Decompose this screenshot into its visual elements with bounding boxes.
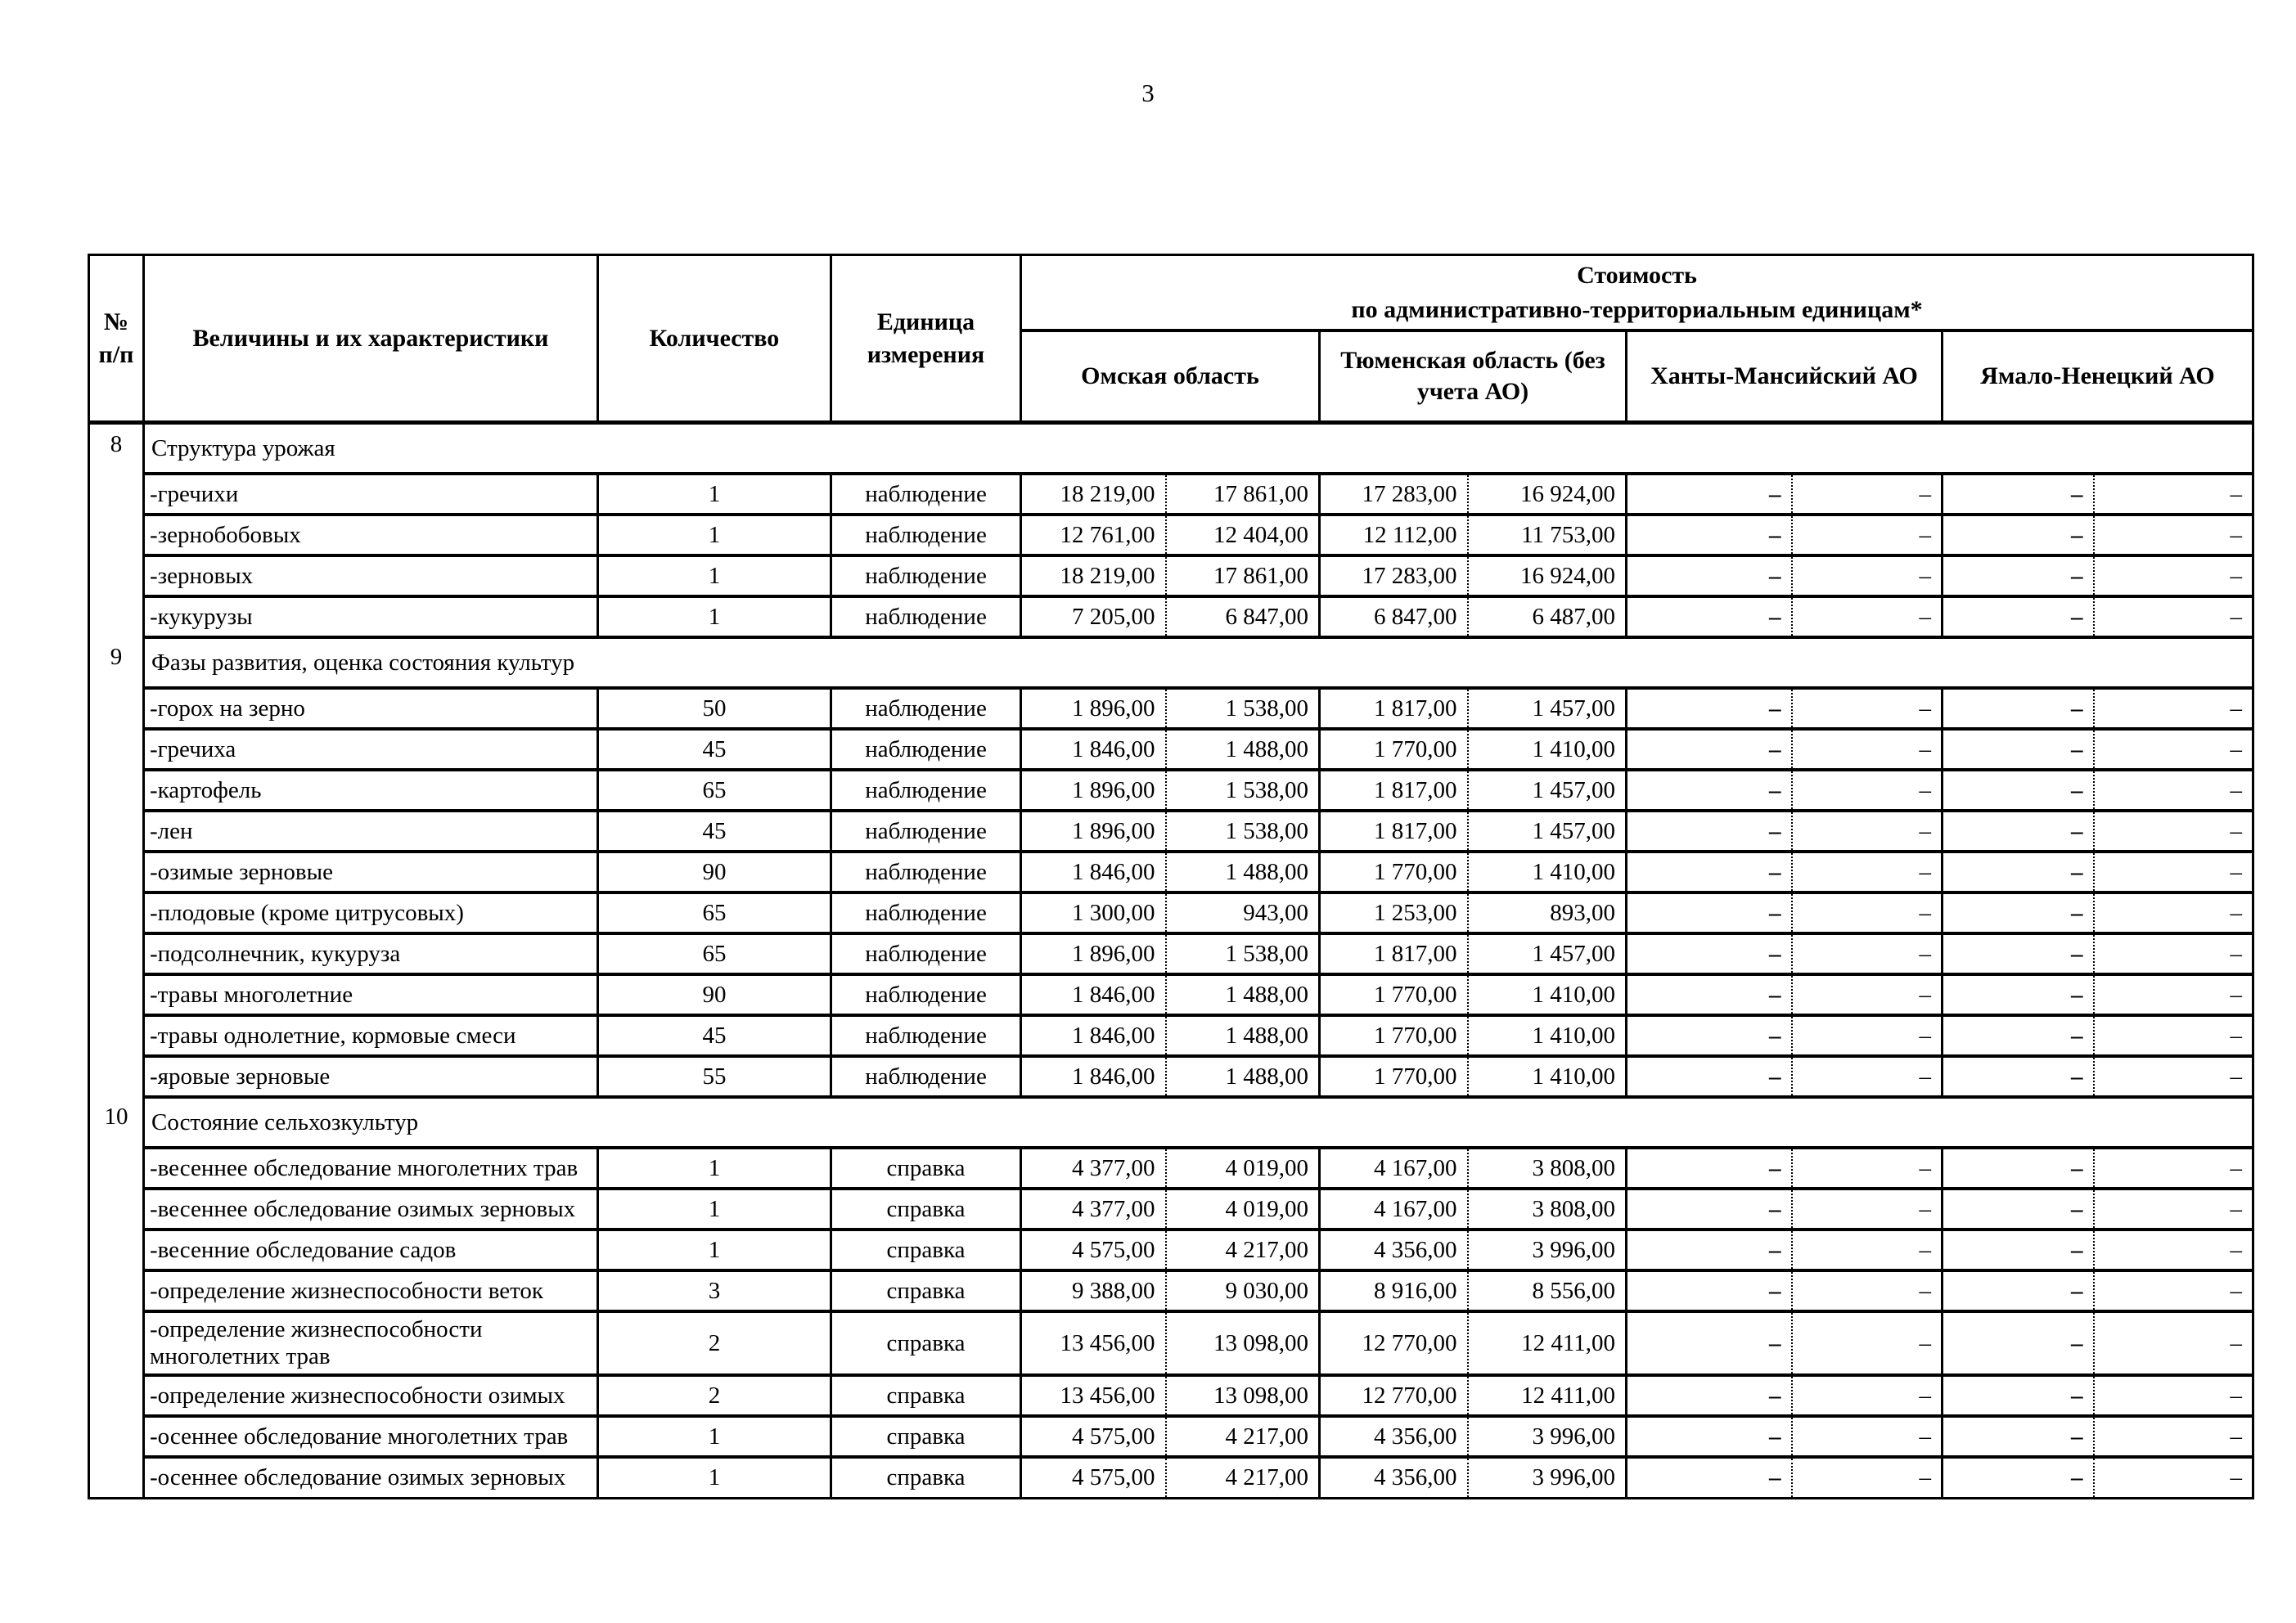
value-omsk-1: 7 205,00 xyxy=(1021,596,1166,637)
value-omsk-2: 4 019,00 xyxy=(1166,1189,1320,1230)
value-yamal-2: – xyxy=(2094,933,2253,974)
value-omsk-1: 1 896,00 xyxy=(1021,770,1166,811)
table-row xyxy=(89,1416,2253,1457)
value-tyumen-1: 1 817,00 xyxy=(1320,811,1468,852)
value-khanty-2: – xyxy=(1792,1015,1943,1056)
row-unit: наблюдение xyxy=(831,688,1021,729)
value-khanty-1: – xyxy=(1627,770,1792,811)
value-khanty-1: – xyxy=(1627,1056,1792,1097)
row-quantity: 90 xyxy=(598,852,831,892)
row-label: -определение жизнеспособности многолетних трав xyxy=(144,1311,598,1375)
value-tyumen-2: 1 457,00 xyxy=(1468,770,1627,811)
value-tyumen-1: 12 770,00 xyxy=(1320,1311,1468,1375)
table-row xyxy=(89,474,2253,515)
row-unit: наблюдение xyxy=(831,892,1021,933)
value-tyumen-1: 1 817,00 xyxy=(1320,770,1468,811)
row-label: -весеннее обследование озимых зерновых xyxy=(144,1189,598,1230)
value-khanty-1: – xyxy=(1627,852,1792,892)
table-row xyxy=(89,515,2253,555)
row-label: -яровые зерновые xyxy=(144,1056,598,1097)
value-khanty-2: – xyxy=(1792,852,1943,892)
row-unit: наблюдение xyxy=(831,974,1021,1015)
value-yamal-1: – xyxy=(1943,1375,2094,1416)
value-yamal-1: – xyxy=(1943,974,2094,1015)
value-yamal-2: – xyxy=(2094,974,2253,1015)
row-quantity: 65 xyxy=(598,892,831,933)
table-row xyxy=(89,770,2253,811)
section-number: 10 xyxy=(89,1097,144,1498)
value-tyumen-1: 12 112,00 xyxy=(1320,515,1468,555)
value-tyumen-1: 1 770,00 xyxy=(1320,974,1468,1015)
value-yamal-1: – xyxy=(1943,1416,2094,1457)
value-khanty-1: – xyxy=(1627,1189,1792,1230)
row-quantity: 45 xyxy=(598,811,831,852)
value-khanty-2: – xyxy=(1792,1270,1943,1311)
value-tyumen-2: 1 410,00 xyxy=(1468,729,1627,770)
value-tyumen-1: 4 167,00 xyxy=(1320,1148,1468,1189)
value-omsk-1: 12 761,00 xyxy=(1021,515,1166,555)
row-unit: справка xyxy=(831,1375,1021,1416)
section-number: 8 xyxy=(89,423,144,638)
row-label: -весеннее обследование многолетних трав xyxy=(144,1148,598,1189)
row-unit: наблюдение xyxy=(831,555,1021,596)
value-yamal-1: – xyxy=(1943,1230,2094,1270)
value-yamal-2: – xyxy=(2094,1230,2253,1270)
value-omsk-1: 1 846,00 xyxy=(1021,1056,1166,1097)
value-tyumen-1: 4 356,00 xyxy=(1320,1457,1468,1498)
value-yamal-2: – xyxy=(2094,811,2253,852)
table-row xyxy=(89,1189,2253,1230)
value-yamal-2: – xyxy=(2094,1375,2253,1416)
table-row xyxy=(89,1056,2253,1097)
row-quantity: 1 xyxy=(598,1189,831,1230)
value-khanty-2: – xyxy=(1792,1416,1943,1457)
value-omsk-2: 13 098,00 xyxy=(1166,1311,1320,1375)
value-khanty-1: – xyxy=(1627,688,1792,729)
value-tyumen-2: 1 410,00 xyxy=(1468,1015,1627,1056)
row-quantity: 50 xyxy=(598,688,831,729)
value-omsk-2: 1 488,00 xyxy=(1166,729,1320,770)
value-omsk-2: 13 098,00 xyxy=(1166,1375,1320,1416)
value-tyumen-1: 8 916,00 xyxy=(1320,1270,1468,1311)
value-khanty-1: – xyxy=(1627,1457,1792,1498)
cost-table xyxy=(88,254,2254,1499)
value-khanty-2: – xyxy=(1792,892,1943,933)
table-row xyxy=(89,974,2253,1015)
value-yamal-2: – xyxy=(2094,729,2253,770)
row-label: -травы однолетние, кормовые смеси xyxy=(144,1015,598,1056)
value-yamal-1: – xyxy=(1943,1056,2094,1097)
value-yamal-2: – xyxy=(2094,852,2253,892)
value-omsk-1: 4 377,00 xyxy=(1021,1189,1166,1230)
value-tyumen-2: 1 410,00 xyxy=(1468,852,1627,892)
value-yamal-1: – xyxy=(1943,1457,2094,1498)
value-omsk-1: 18 219,00 xyxy=(1021,474,1166,515)
value-yamal-1: – xyxy=(1943,596,2094,637)
value-tyumen-2: 16 924,00 xyxy=(1468,474,1627,515)
value-omsk-1: 9 388,00 xyxy=(1021,1270,1166,1311)
value-khanty-2: – xyxy=(1792,1056,1943,1097)
table-row xyxy=(89,688,2253,729)
row-quantity: 1 xyxy=(598,555,831,596)
section-row xyxy=(89,637,2253,688)
value-yamal-2: – xyxy=(2094,1148,2253,1189)
value-tyumen-1: 1 817,00 xyxy=(1320,688,1468,729)
value-yamal-2: – xyxy=(2094,1270,2253,1311)
value-yamal-1: – xyxy=(1943,555,2094,596)
row-quantity: 2 xyxy=(598,1311,831,1375)
value-yamal-1: – xyxy=(1943,688,2094,729)
header-region-tyumen: Тюменская область (без учета АО) xyxy=(1320,330,1627,423)
row-unit: справка xyxy=(831,1148,1021,1189)
value-yamal-1: – xyxy=(1943,515,2094,555)
value-omsk-1: 1 846,00 xyxy=(1021,852,1166,892)
row-quantity: 45 xyxy=(598,1015,831,1056)
value-omsk-2: 4 019,00 xyxy=(1166,1148,1320,1189)
row-label: -подсолнечник, кукуруза xyxy=(144,933,598,974)
table-row xyxy=(89,1148,2253,1189)
header-row-group xyxy=(89,255,2253,331)
value-tyumen-1: 1 770,00 xyxy=(1320,729,1468,770)
section-number: 9 xyxy=(89,637,144,1097)
table-row xyxy=(89,1230,2253,1270)
value-khanty-2: – xyxy=(1792,688,1943,729)
value-khanty-1: – xyxy=(1627,555,1792,596)
value-tyumen-2: 1 410,00 xyxy=(1468,974,1627,1015)
row-quantity: 55 xyxy=(598,1056,831,1097)
row-label: -определение жизнеспособности озимых xyxy=(144,1375,598,1416)
value-yamal-2: – xyxy=(2094,1416,2253,1457)
value-omsk-2: 1 538,00 xyxy=(1166,811,1320,852)
value-tyumen-2: 8 556,00 xyxy=(1468,1270,1627,1311)
row-label: -лен xyxy=(144,811,598,852)
value-khanty-1: – xyxy=(1627,515,1792,555)
header-region-omsk: Омская область xyxy=(1021,330,1320,423)
value-tyumen-2: 3 808,00 xyxy=(1468,1148,1627,1189)
row-label: -плодовые (кроме цитрусовых) xyxy=(144,892,598,933)
value-yamal-2: – xyxy=(2094,555,2253,596)
value-omsk-2: 9 030,00 xyxy=(1166,1270,1320,1311)
row-label: -гречихи xyxy=(144,474,598,515)
row-label: -озимые зерновые xyxy=(144,852,598,892)
row-label: -зерновых xyxy=(144,555,598,596)
value-yamal-1: – xyxy=(1943,1270,2094,1311)
value-tyumen-2: 1 457,00 xyxy=(1468,811,1627,852)
value-yamal-2: – xyxy=(2094,892,2253,933)
value-tyumen-1: 6 847,00 xyxy=(1320,596,1468,637)
value-omsk-1: 13 456,00 xyxy=(1021,1375,1166,1416)
row-label: -кукурузы xyxy=(144,596,598,637)
table-row xyxy=(89,1015,2253,1056)
value-omsk-2: 1 538,00 xyxy=(1166,688,1320,729)
row-label: -зернобобовых xyxy=(144,515,598,555)
value-yamal-2: – xyxy=(2094,770,2253,811)
value-yamal-1: – xyxy=(1943,1311,2094,1375)
value-khanty-2: – xyxy=(1792,811,1943,852)
value-khanty-2: – xyxy=(1792,1148,1943,1189)
section-row xyxy=(89,423,2253,474)
row-quantity: 2 xyxy=(598,1375,831,1416)
row-unit: наблюдение xyxy=(831,933,1021,974)
value-khanty-1: – xyxy=(1627,1270,1792,1311)
value-yamal-2: – xyxy=(2094,1015,2253,1056)
value-khanty-1: – xyxy=(1627,892,1792,933)
row-unit: наблюдение xyxy=(831,770,1021,811)
table-row xyxy=(89,1375,2253,1416)
value-khanty-2: – xyxy=(1792,933,1943,974)
value-omsk-2: 1 538,00 xyxy=(1166,770,1320,811)
header-cost-line1: Стоимость xyxy=(1577,261,1697,289)
row-unit: справка xyxy=(831,1311,1021,1375)
value-yamal-1: – xyxy=(1943,892,2094,933)
value-omsk-2: 4 217,00 xyxy=(1166,1416,1320,1457)
value-yamal-1: – xyxy=(1943,770,2094,811)
value-tyumen-1: 4 167,00 xyxy=(1320,1189,1468,1230)
value-khanty-2: – xyxy=(1792,555,1943,596)
value-tyumen-1: 1 770,00 xyxy=(1320,852,1468,892)
value-tyumen-2: 3 808,00 xyxy=(1468,1189,1627,1230)
value-omsk-2: 1 488,00 xyxy=(1166,1056,1320,1097)
value-omsk-1: 1 300,00 xyxy=(1021,892,1166,933)
value-omsk-1: 1 896,00 xyxy=(1021,688,1166,729)
value-tyumen-2: 16 924,00 xyxy=(1468,555,1627,596)
value-tyumen-2: 1 410,00 xyxy=(1468,1056,1627,1097)
section-row xyxy=(89,1097,2253,1148)
value-omsk-2: 943,00 xyxy=(1166,892,1320,933)
header-cost-group xyxy=(1021,255,2253,331)
value-khanty-2: – xyxy=(1792,1230,1943,1270)
value-yamal-2: – xyxy=(2094,474,2253,515)
value-yamal-2: – xyxy=(2094,596,2253,637)
table-row xyxy=(89,596,2253,637)
row-quantity: 65 xyxy=(598,933,831,974)
table-body xyxy=(89,423,2253,1499)
value-khanty-1: – xyxy=(1627,596,1792,637)
value-khanty-1: – xyxy=(1627,1230,1792,1270)
row-quantity: 90 xyxy=(598,974,831,1015)
value-khanty-2: – xyxy=(1792,729,1943,770)
value-yamal-1: – xyxy=(1943,1189,2094,1230)
row-label: -определение жизнеспособности веток xyxy=(144,1270,598,1311)
row-unit: справка xyxy=(831,1457,1021,1498)
value-yamal-1: – xyxy=(1943,852,2094,892)
row-unit: наблюдение xyxy=(831,852,1021,892)
table-row xyxy=(89,1270,2253,1311)
value-tyumen-1: 12 770,00 xyxy=(1320,1375,1468,1416)
value-yamal-2: – xyxy=(2094,688,2253,729)
row-label: -гречиха xyxy=(144,729,598,770)
row-unit: наблюдение xyxy=(831,515,1021,555)
value-khanty-1: – xyxy=(1627,1416,1792,1457)
row-unit: справка xyxy=(831,1270,1021,1311)
value-yamal-2: – xyxy=(2094,515,2253,555)
value-khanty-1: – xyxy=(1627,1015,1792,1056)
row-unit: наблюдение xyxy=(831,596,1021,637)
value-tyumen-2: 3 996,00 xyxy=(1468,1416,1627,1457)
value-tyumen-2: 12 411,00 xyxy=(1468,1375,1627,1416)
value-tyumen-2: 6 487,00 xyxy=(1468,596,1627,637)
table-row xyxy=(89,1457,2253,1498)
value-khanty-2: – xyxy=(1792,474,1943,515)
table-header xyxy=(89,255,2253,423)
table-row xyxy=(89,555,2253,596)
section-title: Фазы развития, оценка состояния культур xyxy=(144,637,2253,688)
row-label: -осеннее обследование многолетних трав xyxy=(144,1416,598,1457)
value-khanty-2: – xyxy=(1792,1189,1943,1230)
value-yamal-1: – xyxy=(1943,1015,2094,1056)
value-omsk-2: 1 488,00 xyxy=(1166,1015,1320,1056)
value-tyumen-2: 1 457,00 xyxy=(1468,933,1627,974)
value-tyumen-1: 17 283,00 xyxy=(1320,555,1468,596)
value-khanty-1: – xyxy=(1627,933,1792,974)
value-omsk-2: 1 488,00 xyxy=(1166,852,1320,892)
section-title: Структура урожая xyxy=(144,423,2253,474)
row-quantity: 1 xyxy=(598,1230,831,1270)
row-unit: справка xyxy=(831,1416,1021,1457)
value-tyumen-1: 4 356,00 xyxy=(1320,1416,1468,1457)
value-yamal-1: – xyxy=(1943,1148,2094,1189)
value-omsk-1: 4 575,00 xyxy=(1021,1416,1166,1457)
value-omsk-2: 1 538,00 xyxy=(1166,933,1320,974)
value-khanty-1: – xyxy=(1627,1148,1792,1189)
value-yamal-1: – xyxy=(1943,474,2094,515)
value-tyumen-1: 17 283,00 xyxy=(1320,474,1468,515)
row-label: -осеннее обследование озимых зерновых xyxy=(144,1457,598,1498)
value-tyumen-2: 11 753,00 xyxy=(1468,515,1627,555)
row-unit: справка xyxy=(831,1230,1021,1270)
header-region-yamal: Ямало-Ненецкий АО xyxy=(1943,330,2253,423)
row-unit: наблюдение xyxy=(831,1015,1021,1056)
header-num xyxy=(89,255,144,423)
value-khanty-1: – xyxy=(1627,1311,1792,1375)
value-tyumen-2: 12 411,00 xyxy=(1468,1311,1627,1375)
value-khanty-1: – xyxy=(1627,1375,1792,1416)
row-unit: наблюдение xyxy=(831,1056,1021,1097)
value-yamal-2: – xyxy=(2094,1311,2253,1375)
row-label: -картофель xyxy=(144,770,598,811)
value-omsk-2: 6 847,00 xyxy=(1166,596,1320,637)
value-khanty-1: – xyxy=(1627,474,1792,515)
value-tyumen-1: 1 770,00 xyxy=(1320,1056,1468,1097)
header-unit: Единица измерения xyxy=(831,255,1021,423)
page-number: 3 xyxy=(1141,79,1155,107)
value-tyumen-1: 1 253,00 xyxy=(1320,892,1468,933)
value-yamal-1: – xyxy=(1943,933,2094,974)
table-row xyxy=(89,892,2253,933)
value-khanty-1: – xyxy=(1627,811,1792,852)
row-quantity: 45 xyxy=(598,729,831,770)
value-omsk-2: 1 488,00 xyxy=(1166,974,1320,1015)
value-omsk-2: 4 217,00 xyxy=(1166,1457,1320,1498)
table-row xyxy=(89,1311,2253,1375)
row-quantity: 65 xyxy=(598,770,831,811)
value-omsk-1: 1 846,00 xyxy=(1021,729,1166,770)
row-label: -весенние обследование садов xyxy=(144,1230,598,1270)
row-label: -горох на зерно xyxy=(144,688,598,729)
value-yamal-2: – xyxy=(2094,1056,2253,1097)
value-khanty-2: – xyxy=(1792,596,1943,637)
header-num-line1: № xyxy=(103,308,129,335)
value-khanty-1: – xyxy=(1627,729,1792,770)
value-khanty-2: – xyxy=(1792,515,1943,555)
value-khanty-2: – xyxy=(1792,1457,1943,1498)
value-tyumen-2: 3 996,00 xyxy=(1468,1230,1627,1270)
value-omsk-2: 17 861,00 xyxy=(1166,555,1320,596)
value-omsk-1: 4 575,00 xyxy=(1021,1230,1166,1270)
value-tyumen-2: 893,00 xyxy=(1468,892,1627,933)
value-yamal-1: – xyxy=(1943,811,2094,852)
row-quantity: 1 xyxy=(598,1416,831,1457)
row-unit: наблюдение xyxy=(831,811,1021,852)
value-khanty-2: – xyxy=(1792,1311,1943,1375)
header-cost-line2: по административно-территориальным единицам* xyxy=(1351,295,1923,323)
value-omsk-1: 4 377,00 xyxy=(1021,1148,1166,1189)
header-quantity: Количество xyxy=(598,255,831,423)
value-yamal-2: – xyxy=(2094,1189,2253,1230)
header-characteristics: Величины и их характеристики xyxy=(144,255,598,423)
row-quantity: 1 xyxy=(598,515,831,555)
value-omsk-2: 4 217,00 xyxy=(1166,1230,1320,1270)
row-unit: справка xyxy=(831,1189,1021,1230)
row-quantity: 1 xyxy=(598,474,831,515)
row-quantity: 1 xyxy=(598,1148,831,1189)
value-khanty-2: – xyxy=(1792,1375,1943,1416)
row-label: -травы многолетние xyxy=(144,974,598,1015)
value-tyumen-1: 1 817,00 xyxy=(1320,933,1468,974)
value-omsk-1: 1 896,00 xyxy=(1021,933,1166,974)
row-quantity: 1 xyxy=(598,1457,831,1498)
value-omsk-1: 1 896,00 xyxy=(1021,811,1166,852)
row-quantity: 3 xyxy=(598,1270,831,1311)
row-unit: наблюдение xyxy=(831,729,1021,770)
value-omsk-1: 4 575,00 xyxy=(1021,1457,1166,1498)
table-row xyxy=(89,729,2253,770)
table-row xyxy=(89,811,2253,852)
value-omsk-2: 17 861,00 xyxy=(1166,474,1320,515)
value-omsk-1: 1 846,00 xyxy=(1021,1015,1166,1056)
value-omsk-1: 18 219,00 xyxy=(1021,555,1166,596)
value-khanty-1: – xyxy=(1627,974,1792,1015)
section-title: Состояние сельхозкультур xyxy=(144,1097,2253,1148)
value-tyumen-1: 4 356,00 xyxy=(1320,1230,1468,1270)
row-unit: наблюдение xyxy=(831,474,1021,515)
value-tyumen-2: 3 996,00 xyxy=(1468,1457,1627,1498)
header-num-line2: п/п xyxy=(98,340,134,368)
value-yamal-1: – xyxy=(1943,729,2094,770)
value-khanty-2: – xyxy=(1792,974,1943,1015)
header-region-khanty: Ханты-Мансийский АО xyxy=(1627,330,1943,423)
table-row xyxy=(89,852,2253,892)
value-yamal-2: – xyxy=(2094,1457,2253,1498)
value-omsk-1: 13 456,00 xyxy=(1021,1311,1166,1375)
value-tyumen-1: 1 770,00 xyxy=(1320,1015,1468,1056)
value-khanty-2: – xyxy=(1792,770,1943,811)
row-quantity: 1 xyxy=(598,596,831,637)
table-row xyxy=(89,933,2253,974)
value-omsk-1: 1 846,00 xyxy=(1021,974,1166,1015)
value-tyumen-2: 1 457,00 xyxy=(1468,688,1627,729)
value-omsk-2: 12 404,00 xyxy=(1166,515,1320,555)
